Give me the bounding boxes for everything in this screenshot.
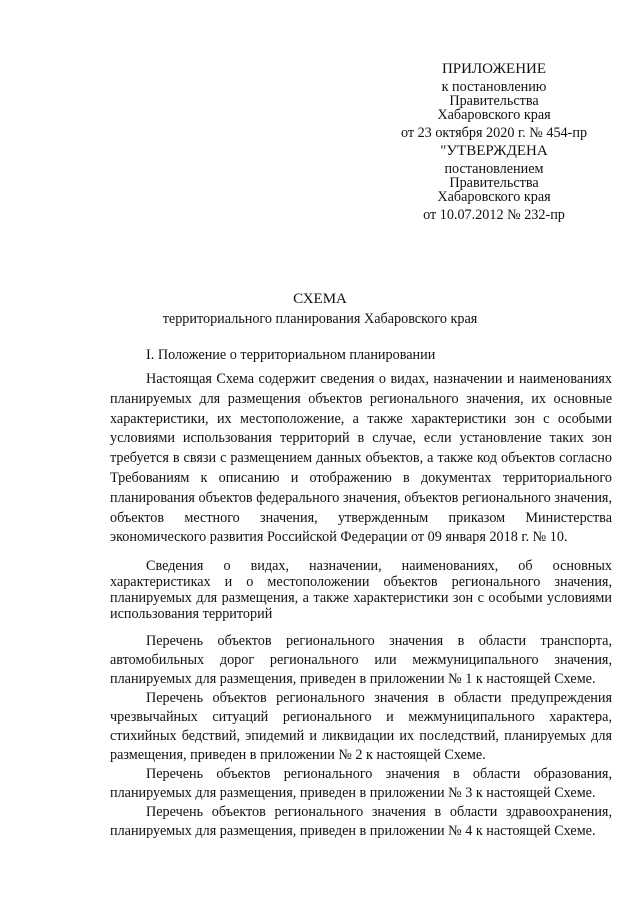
document-body: [110, 346, 612, 841]
appendix-date: от 23 октября 2020 г. № 454-пр: [400, 125, 588, 141]
document-subtitle: территориального планирования Хабаровского края: [162, 311, 478, 327]
subsection-heading: Сведения о видах, назначении, наименованиях, об основных характеристиках и о местоположении объектов регионального значения, планируемых для размещения, а также характеристики зон с особыми условиями использования территорий: [110, 558, 612, 623]
intro-paragraph: Настоящая Схема содержит сведения о видах, назначении и наименованиях планируемых для размещения объектов регионального значения, их основные характеристики, их местоположение, а также характеристики зон с особыми условиями использования территорий в случае, если установление таких зон требуется в связи с размещением данных объектов, а также код объектов согласно Требованиям к описанию и отображению в документах территориального планирования объектов федерального значения, объектов регионального значения, объектов местного значения, утвержденным приказом Министерства экономического развития Российской Федерации от 09 января 2018 г. № 10.: [110, 371, 612, 546]
appendix-line: Хабаровского края: [437, 107, 551, 123]
paragraph-transport: Перечень объектов регионального значения в области транспорта, автомобильных дорог регионального или межмуниципального значения, планируемых для размещения, приведен в приложении № 1 к настоящей Схеме.: [110, 633, 612, 688]
appendix-block: [378, 62, 610, 222]
approved-line: Правительства: [449, 175, 539, 191]
appendix-line: к постановлению: [441, 79, 547, 95]
document-title: СХЕМА: [293, 291, 347, 307]
approved-line: постановлением: [444, 161, 544, 177]
paragraph-healthcare: Перечень объектов регионального значения в области здравоохранения, планируемых для размещения, приведен в приложении № 4 к настоящей Схеме.: [110, 804, 612, 840]
paragraph-emergency: Перечень объектов регионального значения в области предупреждения чрезвычайных ситуаций регионального и межмуниципального характера, стихийных бедствий, эпидемий и ликвидации их последствий, планируемых для размещения, приведен в приложении № 2 к настоящей Схеме.: [110, 690, 612, 764]
approved-label: "УТВЕРЖДЕНА: [440, 143, 548, 159]
approved-date: от 10.07.2012 № 232-пр: [423, 207, 565, 223]
appendix-line: Правительства: [449, 93, 539, 109]
appendix-label: ПРИЛОЖЕНИЕ: [441, 61, 547, 77]
section-heading: I. Положение о территориальном планировании: [146, 347, 436, 363]
paragraph-education: Перечень объектов регионального значения в области образования, планируемых для размещения, приведен в приложении № 3 к настоящей Схеме.: [110, 766, 612, 802]
approved-line: Хабаровского края: [437, 189, 551, 205]
